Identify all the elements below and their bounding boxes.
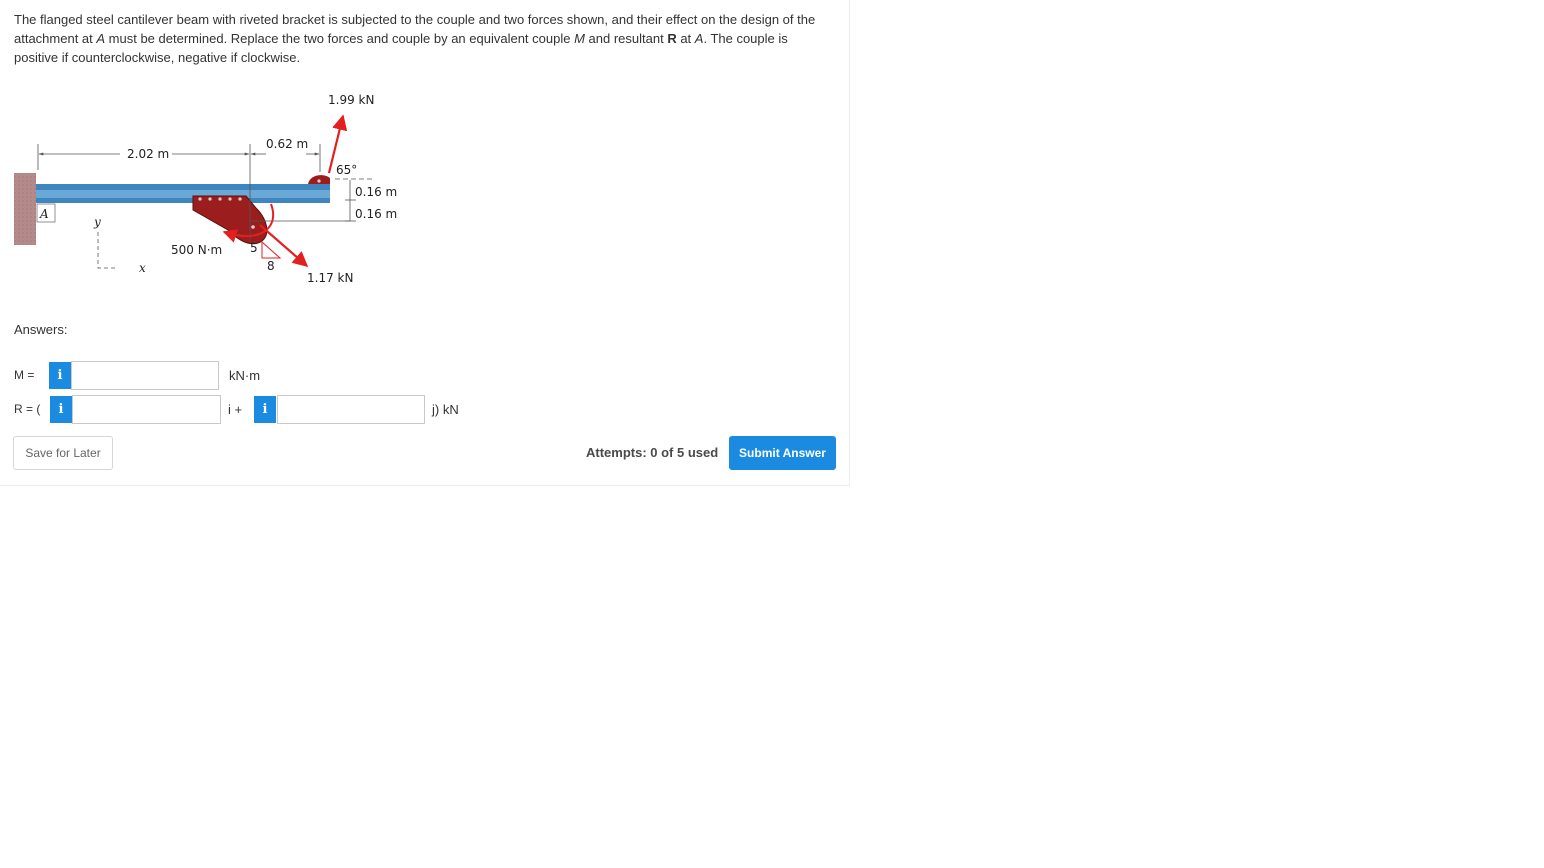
slope-run-label: 8 [267, 259, 275, 273]
force-top-label: 1.99 kN [328, 93, 375, 107]
question-couple-m: M [574, 31, 585, 46]
beam-bottom-flange [36, 198, 330, 203]
answers-heading: Answers: [14, 322, 68, 337]
dim-lower-label: 0.16 m [355, 207, 398, 221]
question-text-part: must be determined. Replace the two forces and couple by an equivalent couple [105, 31, 575, 46]
m-unit: kN·m [229, 368, 261, 383]
slope-triangle [262, 242, 280, 258]
question-text-part: The flanged steel cantilever beam with riveted bracket is subjected to the couple and two forces shown, and their effect on the design of the attachment at [14, 12, 816, 46]
m-info-icon[interactable]: i [49, 362, 71, 389]
ry-info-icon[interactable]: i [254, 396, 276, 423]
attempts-counter: Attempts: 0 of 5 used [586, 445, 719, 460]
question-resultant-r: R [667, 31, 677, 46]
dim-upper-label: 0.16 m [355, 185, 398, 199]
save-for-later-button[interactable]: Save for Later [13, 436, 113, 470]
j-unit: j) kN [432, 402, 459, 417]
i-label: i + [228, 402, 243, 417]
riveted-bracket [193, 196, 267, 244]
end-pin [317, 179, 320, 182]
beam-top-flange [36, 184, 330, 190]
rx-info-icon[interactable]: i [50, 396, 72, 423]
ry-answer-input[interactable] [277, 395, 425, 424]
m-answer-input[interactable] [71, 361, 219, 390]
question-text-part: at [676, 31, 695, 46]
rx-answer-input[interactable] [72, 395, 221, 424]
axis-x-label: x [139, 261, 146, 275]
force-bottom-label: 1.17 kN [307, 271, 354, 285]
question-point-a: A [694, 31, 704, 46]
submit-answer-button[interactable]: Submit Answer [729, 436, 836, 470]
m-label: M = [14, 368, 35, 382]
angle-label: 65° [336, 163, 358, 177]
question-text-part: . The couple is positive if counterclockwise, negative if clockwise. [14, 31, 788, 65]
couple-label: 500 N·m [171, 243, 223, 257]
dim-beam-label: 2.02 m [127, 147, 170, 161]
slope-rise-label: 5 [250, 241, 258, 255]
wall-support [14, 173, 36, 245]
question-text [14, 10, 834, 67]
r-label: R = ( [14, 402, 41, 416]
axis-y-label: y [94, 215, 101, 229]
beam-diagram [10, 80, 430, 300]
axes-indicator [98, 232, 118, 268]
support-label: A [40, 207, 49, 221]
question-text-part: and resultant [584, 31, 668, 46]
dim-offset-label: 0.62 m [266, 137, 309, 151]
question-card [0, 0, 850, 486]
question-point-a: A [96, 31, 106, 46]
